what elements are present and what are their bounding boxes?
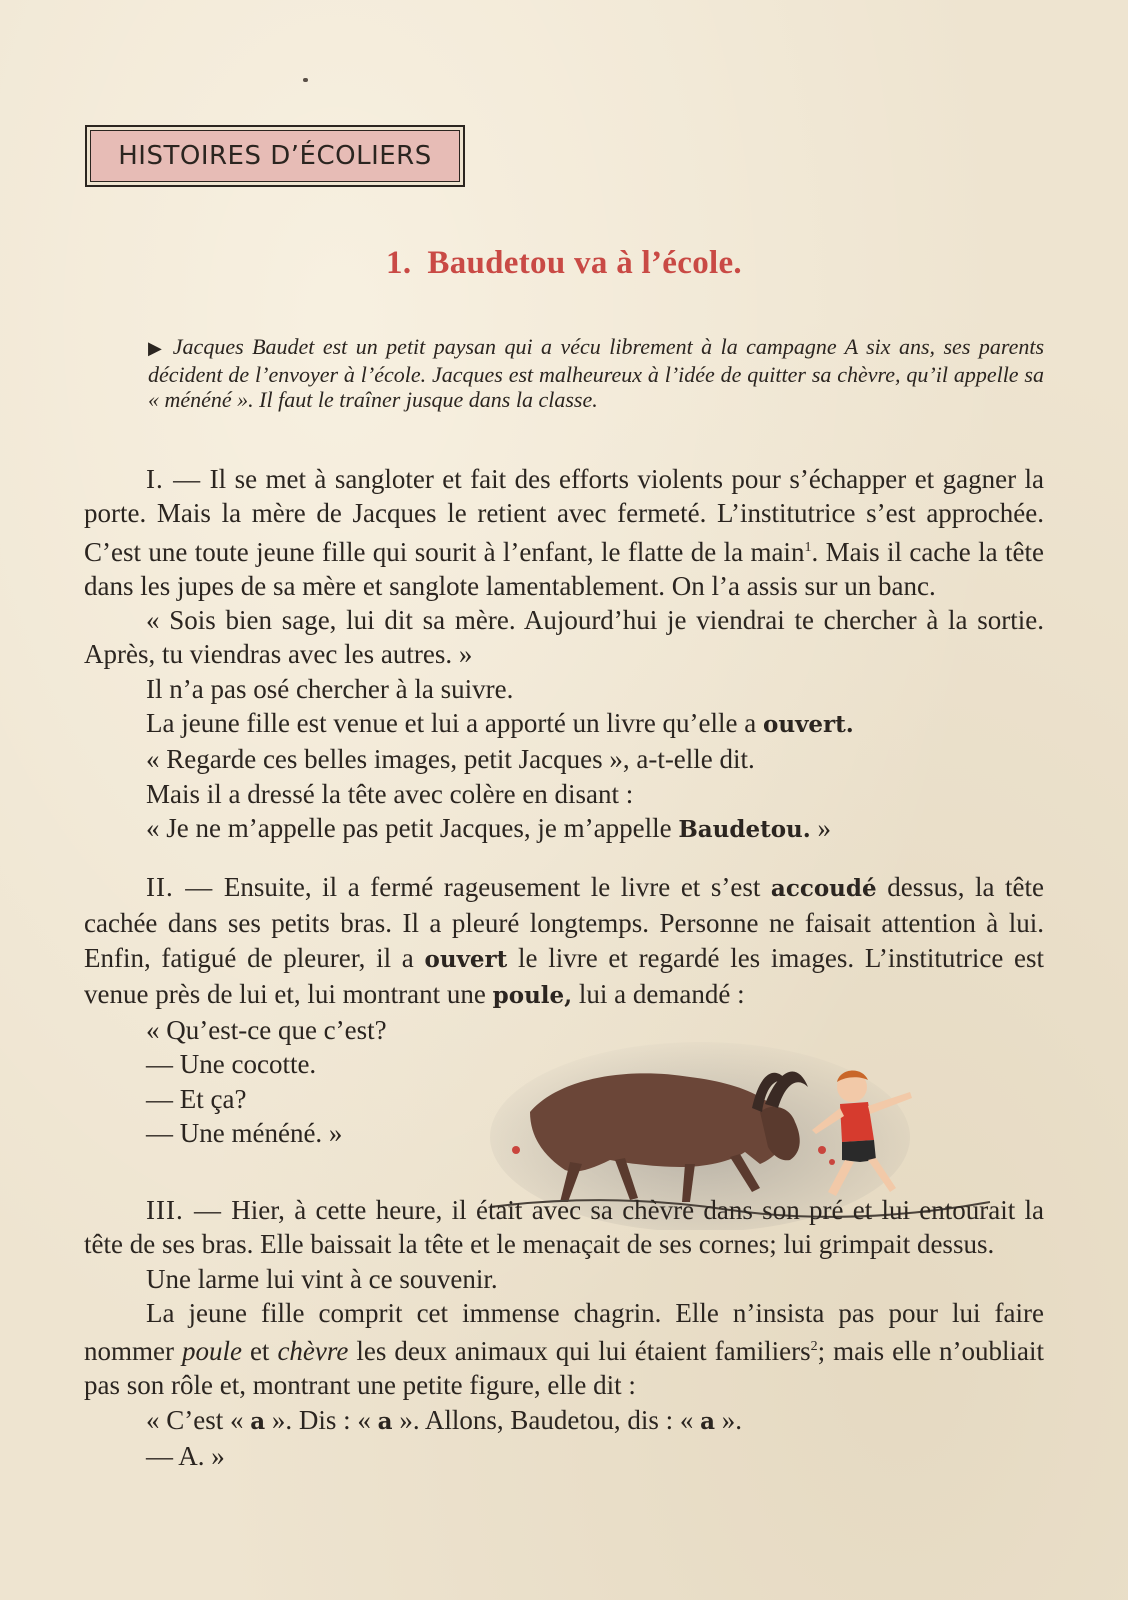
part-one-line-7-end: » <box>817 812 832 843</box>
dialogue-line-3: — Et ça? <box>146 1083 247 1114</box>
quote-end: ». <box>721 1404 742 1435</box>
part-one-line-5: « Regarde ces belles images, petit Jacques », a-t-elle dit. <box>146 744 755 775</box>
chapter-title <box>0 245 1128 282</box>
part-one-p1-text: Il se met à sangloter et fait des efforts violents pour s’échapper et gagner la porte. Mais la mère de Jacques le retient avec fermeté. L’institutrice s’est approchée. C’est une toute jeune fille qui sourit à l’enfant, le flatte de la main <box>84 464 1045 567</box>
part-three-numeral: III. — <box>146 1195 222 1225</box>
part-one-line-7-text: « Je ne m’appelle pas petit Jacques, je m’appelle <box>146 812 672 843</box>
footnote-ref-1: 1 <box>804 539 812 555</box>
dialogue-line-4: — Une ménéné. » <box>146 1118 343 1149</box>
part-three-quote-line <box>84 1403 1044 1439</box>
part-three <box>84 1193 1044 1473</box>
quote-start: « C’est « <box>146 1404 244 1435</box>
chapter-title-text: Baudetou va à l’école. <box>427 245 742 281</box>
part-one-p1-end: . Mais il cache la tête dans les jupes de sa mère et sanglote lamentablement. On l’a assis sur un banc. <box>84 536 1044 601</box>
print-speck <box>303 78 308 82</box>
section-label <box>85 125 465 187</box>
part-three-paragraph-1 <box>84 1193 1044 1262</box>
part-two-numeral: II. — <box>146 872 214 902</box>
italic-word-chevre: chèvre <box>277 1336 349 1367</box>
flower-1 <box>512 1146 520 1154</box>
part-three-p3-end: ; mais elle n’oubliait pas son rôle et, montrant une petite figure, elle dit : <box>84 1336 1045 1401</box>
triangle-bullet-icon: ▶ <box>148 338 165 358</box>
footnote-ref-2: 2 <box>810 1339 818 1355</box>
part-two-s2: dessus, la tête cachée dans ses petits bras. Il a pleuré longtemps. Personne ne faisait attention à lui. Enfin, fatigué de pleurer, il a <box>84 872 1045 973</box>
part-three-last-line: — A. » <box>146 1441 225 1472</box>
part-one-paragraph-2: « Sois bien sage, lui dit sa mère. Aujourd’hui je viendrai te chercher à la sortie. Après, tu viendras avec les autres. » <box>84 605 1044 670</box>
flower-3 <box>829 1159 835 1165</box>
bold-word-ouvert-2: ouvert <box>424 945 508 973</box>
part-one <box>84 462 1044 847</box>
intro-text: Jacques Baudet est un petit paysan qui a vécu librement à la campagne A six ans, ses parents décident de l’envoyer à l’école. Jacques est malheureux à l’idée de quitter sa chèvre, qu’il appelle sa « ménéné ». Il faut le traîner jusque dans la classe. <box>148 334 1045 412</box>
intro-paragraph <box>148 334 1044 413</box>
part-three-line-2: Une larme lui vint à ce souvenir. <box>146 1263 498 1294</box>
part-one-line-7 <box>84 811 1044 847</box>
part-one-numeral: I. — <box>146 464 202 494</box>
bold-letter-a-3: a <box>700 1407 715 1435</box>
bold-letter-a-2: a <box>377 1407 393 1435</box>
part-three-p1-text: Hier, à cette heure, il était avec sa chèvre dans son pré et lui entourait la tête de ses bras. Elle baissait la tête et le menaçait de ses cornes; lui grimpait dessus. <box>84 1195 1044 1260</box>
chapter-number: 1. <box>386 245 412 281</box>
part-three-p3-mid: et <box>249 1336 270 1367</box>
boy-shorts <box>842 1140 876 1162</box>
part-two-s4: lui a demandé : <box>578 978 745 1009</box>
bold-word-accoude: accoudé <box>770 875 877 902</box>
part-two-s1: Ensuite, il a fermé rageusement le livre et s’est <box>223 872 761 902</box>
bold-word-baudetou: Baudetou. <box>678 815 811 843</box>
italic-word-poule: poule <box>181 1336 242 1367</box>
bold-letter-a-1: a <box>250 1407 266 1435</box>
section-label-text: HISTOIRES D’ÉCOLIERS <box>118 141 432 171</box>
quote-mid-2: ». Allons, Baudetou, dis : « <box>399 1404 694 1435</box>
flower-2 <box>818 1146 826 1154</box>
part-three-p3-start: La jeune fille comprit cet immense chagrin. Elle n’insista pas pour lui faire nommer <box>84 1297 1044 1367</box>
part-one-paragraph-1 <box>84 462 1044 603</box>
dialogue-line-1: « Qu’est-ce que c’est? <box>146 1015 387 1046</box>
dialogue-line-2: — Une cocotte. <box>146 1049 317 1080</box>
part-three-paragraph-3 <box>84 1296 1044 1403</box>
part-three-p3-mid2: les deux animaux qui lui étaient familiers <box>356 1336 811 1367</box>
bold-word-ouvert: ouvert. <box>763 711 854 739</box>
part-two-paragraph-1 <box>84 870 1044 1013</box>
part-one-line-6: Mais il a dressé la tête avec colère en disant : <box>146 778 634 809</box>
quote-mid-1: ». Dis : « <box>271 1404 371 1435</box>
part-one-line-3: Il n’a pas osé chercher à la suivre. <box>146 673 514 704</box>
part-two-s3: le livre et regardé les images. L’institutrice est venue près de lui et, lui montrant une <box>84 942 1044 1009</box>
part-one-line-4-text: La jeune fille est venue et lui a apporté un livre qu’elle a <box>146 708 757 739</box>
bold-word-poule: poule, <box>492 981 573 1009</box>
part-one-line-4 <box>84 706 1044 742</box>
